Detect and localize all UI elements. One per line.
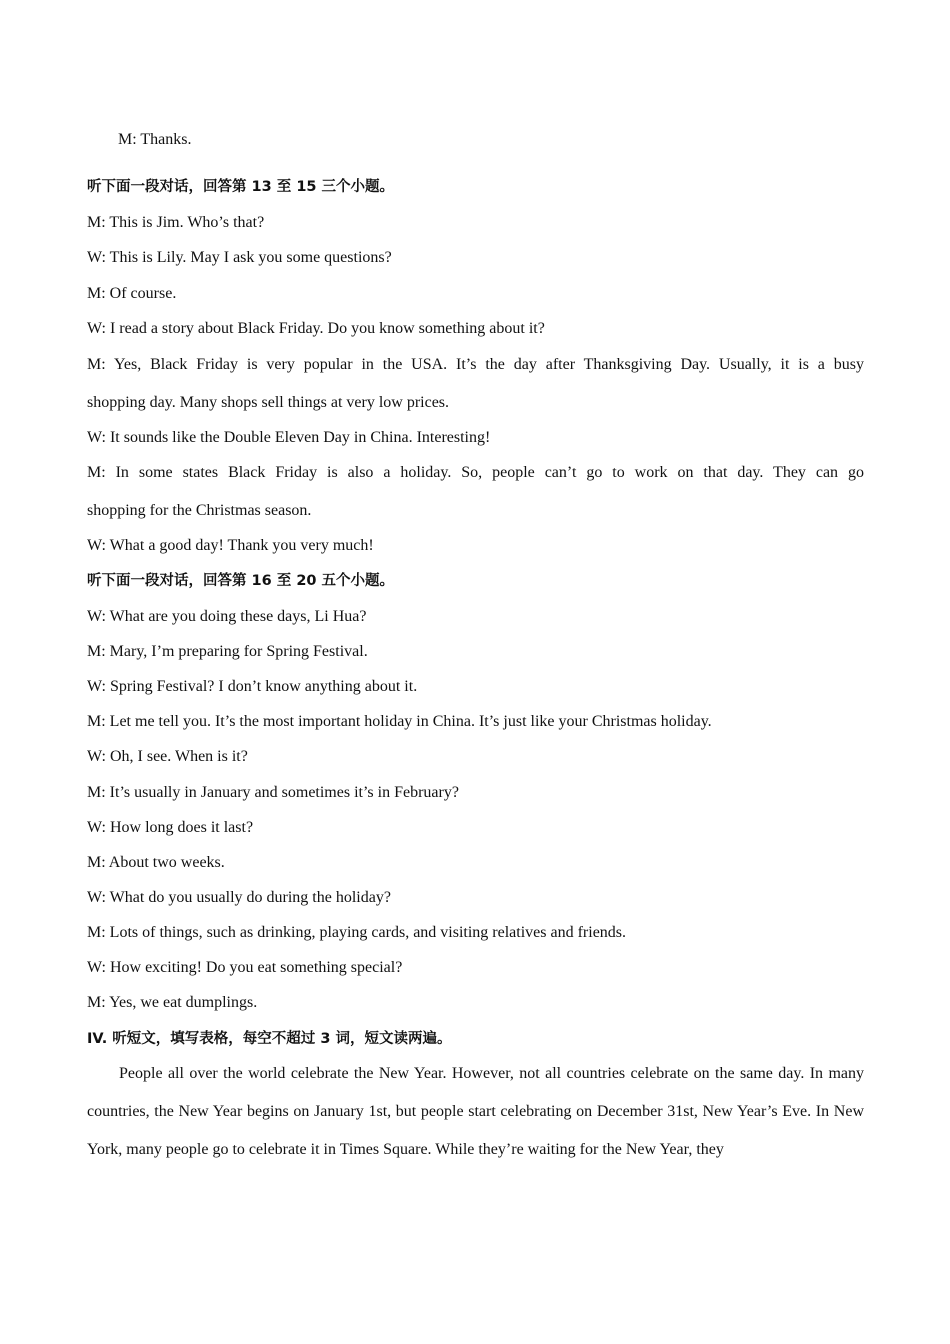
- dialogue-line: M: Yes, Black Friday is very popular in the USA. It’s the day after Thanksgiving Day. Usually, it is a busy: [87, 356, 864, 373]
- dialogue-line: W: Oh, I see. When is it?: [87, 748, 248, 765]
- dialogue-line: M: Thanks.: [118, 131, 192, 148]
- dialogue-line: W: How exciting! Do you eat something special?: [87, 959, 403, 976]
- dialogue-line: W: What do you usually do during the holiday?: [87, 889, 391, 906]
- dialogue-line: W: This is Lily. May I ask you some questions?: [87, 249, 392, 266]
- dialogue-line: M: This is Jim. Who’s that?: [87, 214, 265, 231]
- dialogue-line: M: Let me tell you. It’s the most important holiday in China. It’s just like your Christmas holiday.: [87, 713, 712, 730]
- dialogue-line: W: Spring Festival? I don’t know anything about it.: [87, 678, 418, 695]
- dialogue-line: W: What are you doing these days, Li Hua?: [87, 608, 367, 625]
- dialogue-line: shopping for the Christmas season.: [87, 502, 312, 519]
- section-heading-13-15: 听下面一段对话，回答第 13 至 15 三个小题。: [87, 179, 395, 195]
- dialogue-line: M: Of course.: [87, 285, 177, 302]
- dialogue-line: M: Mary, I’m preparing for Spring Festival.: [87, 643, 368, 660]
- section-heading-iv: IV. 听短文，填写表格，每空不超过 3 词，短文读两遍。: [87, 1031, 452, 1047]
- section-heading-16-20: 听下面一段对话，回答第 16 至 20 五个小题。: [87, 573, 395, 589]
- dialogue-line: W: It sounds like the Double Eleven Day in China. Interesting!: [87, 429, 491, 446]
- dialogue-line: W: What a good day! Thank you very much!: [87, 537, 374, 554]
- dialogue-line: M: Lots of things, such as drinking, playing cards, and visiting relatives and friends.: [87, 924, 627, 941]
- dialogue-line: M: It’s usually in January and sometimes it’s in February?: [87, 784, 459, 801]
- dialogue-line: M: Yes, we eat dumplings.: [87, 994, 258, 1011]
- passage-paragraph: People all over the world celebrate the New Year. However, not all countries celebrate on the same day. In many countries, the New Year begins on January 1st, but people start celebrating on December 31st, New Year’s Eve. In New York, many people go to celebrate it in Times Square. While they’re waiting for the New Year, they: [87, 1065, 864, 1158]
- dialogue-line: M: In some states Black Friday is also a holiday. So, people can’t go to work on that day. They can go: [87, 464, 864, 481]
- dialogue-line: W: I read a story about Black Friday. Do you know something about it?: [87, 320, 545, 337]
- dialogue-line: M: About two weeks.: [87, 854, 225, 871]
- dialogue-line: shopping day. Many shops sell things at very low prices.: [87, 394, 450, 411]
- dialogue-line: W: How long does it last?: [87, 819, 254, 836]
